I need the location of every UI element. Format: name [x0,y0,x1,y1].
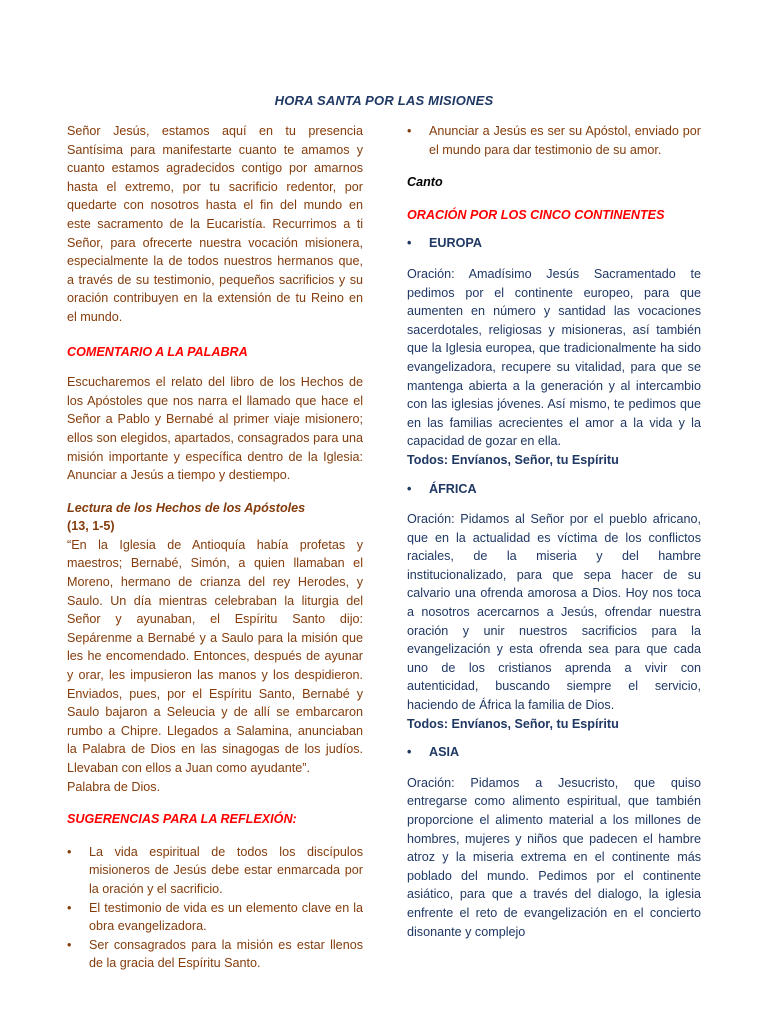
region-heading-europa [407,234,701,253]
bullet-icon: • [67,900,72,915]
region-heading-asia [407,743,701,762]
top-bullet-text: Anunciar a Jesús es ser su Apóstol, enviado por el mundo para dar testimonio de su amor. [429,124,701,157]
bullet-icon: • [67,844,72,859]
suggestions-list [67,843,363,973]
suggestions-heading: SUGERENCIAS PARA LA REFLEXIÓN: [67,812,297,827]
region-name: ÁFRICA [429,481,477,496]
reading-closing: Palabra de Dios. [67,779,161,794]
list-item [67,899,363,936]
suggestion-text: El testimonio de vida es un elemento clave en la obra evangelizadora. [89,900,363,934]
region-prayer-africa: Oración: Pidamos al Señor por el pueblo africano, que en la actualidad es víctima de los conflictos raciales, de la miseria y del hambre institucionalizado, para que sepa hacer de su calvario una ofrenda amorosa a Dios. Hoy nos toca a nosotros acercarnos a Jesús, ofrendar nuestra oración y unir nuestros sacrificios para la evangelización y esta ofrenda sea para que cada uno de los cristianos aprenda a vivir con autenticidad, buscando siempre el servicio, haciendo de África la familia de Dios. [407,512,701,713]
bullet-icon: • [67,937,72,952]
region-name: EUROPA [429,236,482,251]
intro-paragraph: Señor Jesús, estamos aquí en tu presencia Santísima para manifestarte cuanto te amamos y cuanto estamos agradecidos contigo por amarnos hasta el extremo, por tu sacrificio redentor, por quedarte con nosotros hasta el fin del mundo en este sacramento de la Eucaristía. Recurrimos a ti Señor, para ofrecerte nuestra vocación misionera, especialmente la de todos nuestros hermanos que, a través de su testimonio, pequeños sacrificios y su oración contribuyen en la extensión de tu Reino en el mundo. [67,124,363,324]
bullet-icon: • [407,481,412,496]
suggestion-text: Ser consagrados para la misión es estar llenos de la gracia del Espíritu Santo. [89,937,363,971]
continents-heading: ORACIÓN POR LOS CINCO CONTINENTES [407,207,665,222]
page-title: HORA SANTA POR LAS MISIONES [274,93,494,108]
bullet-icon: • [407,124,412,138]
commentary-paragraph: Escucharemos el relato del libro de los Hechos de los Apóstoles que nos narra el llamado que hace el Señor a Pablo y Bernabé al primer viaje misionero; ellos son elegidos, apartados, consagrados para una misión importante y específica dentro de la Iglesia: Anunciar a Jesús a tiempo y destiempo. [67,375,363,483]
bullet-icon: • [407,236,412,251]
list-item [407,122,701,159]
reading-title: Lectura de los Hechos de los Apóstoles [67,500,306,515]
region-heading-africa [407,480,701,499]
list-item [67,936,363,973]
bullet-icon: • [407,745,412,760]
right-column [407,122,701,941]
reading-reference: (13, 1-5) [67,519,115,534]
region-prayer-asia: Oración: Pidamos a Jesucristo, que quiso entregarse como alimento espiritual, que también proporcione el alimento material a los millones de hombres, mujeres y niños que padecen el hambre atroz y la miseria extrema en el continente más poblado del mundo. Pedimos por el continente asiático, para que a través del dialogo, la iglesia enfrente el reto de evangelización en el concierto disonante y complejo [407,775,701,939]
region-response-africa: Todos: Envíanos, Señor, tu Espíritu [407,716,619,731]
top-bullet-list [407,122,701,159]
commentary-heading: COMENTARIO A LA PALABRA [67,344,248,359]
region-name: ASIA [429,745,460,760]
suggestion-text: La vida espiritual de todos los discípulos misioneros de Jesús debe estar enmarcada por la oración y el sacrificio. [89,844,363,896]
reading-text: “En la Iglesia de Antioquía había profetas y maestros; Bernabé, Simón, a quien llamaban el Moreno, hermano de crianza del rey Herodes, y Saulo. Un día mientras celebraban la liturgia del Señor y ayunaban, el Espíritu Santo dijo: Sepárenme a Bernabé y a Saulo para la misión que les he encomendado. Entonces, después de ayunar y orar, les impusieron las manos y los despidieron. Enviados, pues, por el Espíritu Santo, Bernabé y Saulo bajaron a Seleucia y de allí se embarcaron rumbo a Chipre. Llegados a Salamina, anunciaban la Palabra de Dios en las sinagogas de los judíos. Llevaban con ellos a Juan como ayudante”. [67,537,363,775]
canto-label: Canto [407,175,443,190]
region-response-europa: Todos: Envíanos, Señor, tu Espíritu [407,452,619,467]
list-item [67,843,363,899]
left-column [67,122,363,973]
region-prayer-europa: Oración: Amadísimo Jesús Sacramentado te pedimos por el continente europeo, para que aumenten en número y santidad las vocaciones sacerdotales, religiosas y misioneras, así también que la Iglesia europea, que tradicionalmente ha sido evangelizadora, recupere su vitalidad, para que se mantenga abierta a la generación y al intercambio con las iglesias jóvenes. Así mismo, te pedimos que en las familias acrecientes el amor a la vida y la capacidad de gozar en ella. [407,266,701,449]
